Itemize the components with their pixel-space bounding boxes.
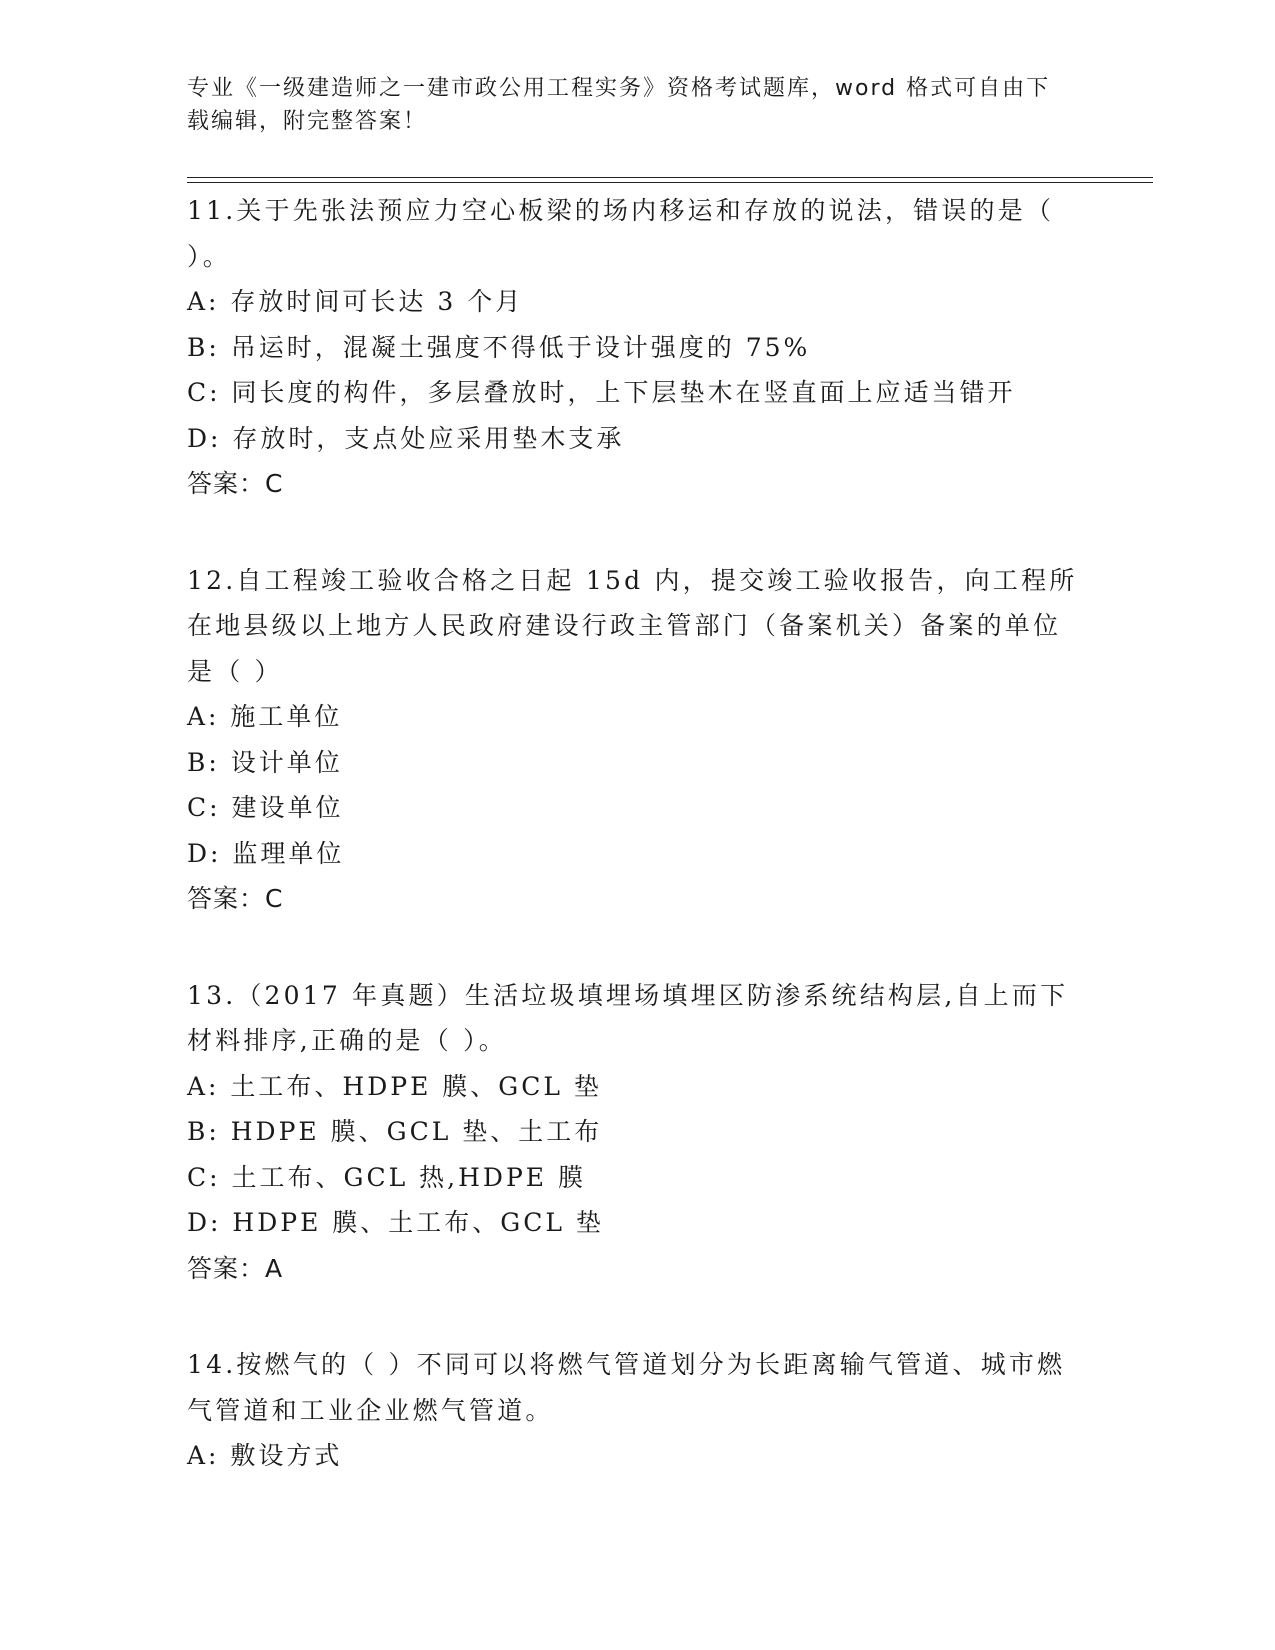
option-c: C: 建设单位 [187,793,344,822]
option-a: A: 存放时间可长达 3 个月 [187,287,524,316]
question-stem: 11.关于先张法预应力空心板梁的场内移运和存放的说法，错误的是（ ）。 [187,196,1055,271]
question-12 [187,558,1087,922]
option-b: B: HDPE 膜、GCL 垫、土工布 [187,1117,603,1146]
option-a: A: 敷设方式 [187,1441,343,1470]
question-14 [187,1342,1087,1479]
option-c: C: 同长度的构件，多层叠放时，上下层垫木在竖直面上应适当错开 [187,378,1016,407]
header-divider-bottom [187,182,1153,183]
question-11 [187,188,1087,507]
header-divider-top [187,177,1153,178]
answer-line: 答案：A [187,1253,284,1283]
document-header: 专业《一级建造师之一建市政公用工程实务》资格考试题库，word 格式可自由下载编辑，附完整答案！ [187,76,1051,134]
option-d: D: HDPE 膜、土工布、GCL 垫 [187,1208,604,1237]
option-b: B: 吊运时，混凝土强度不得低于设计强度的 75% [187,332,811,362]
question-13 [187,973,1087,1292]
option-a: A: 土工布、HDPE 膜、GCL 垫 [187,1071,602,1101]
question-list [187,188,1087,1530]
question-stem: 14.按燃气的（ ）不同可以将燃气管道划分为长距离输气管道、城市燃气管道和工业企业燃气管道。 [187,1350,1066,1425]
option-b: B: 设计单位 [187,747,343,777]
answer-line: 答案：C [187,469,284,498]
question-stem: 12.自工程竣工验收合格之日起 15d 内，提交竣工验收报告，向工程所在地县级以上地方人民政府建设行政主管部门（备案机关）备案的单位是（ ） [187,565,1078,686]
question-stem: 13.（2017 年真题）生活垃圾填埋场填埋区防渗系统结构层,自上而下材料排序,正确的是（ ）。 [187,980,1069,1055]
option-d: D: 存放时，支点处应采用垫木支承 [187,423,625,453]
option-c: C: 土工布、GCL 热,HDPE 膜 [187,1162,586,1192]
answer-line: 答案：C [187,884,284,913]
option-a: A: 施工单位 [187,702,343,731]
option-d: D: 监理单位 [187,838,345,868]
